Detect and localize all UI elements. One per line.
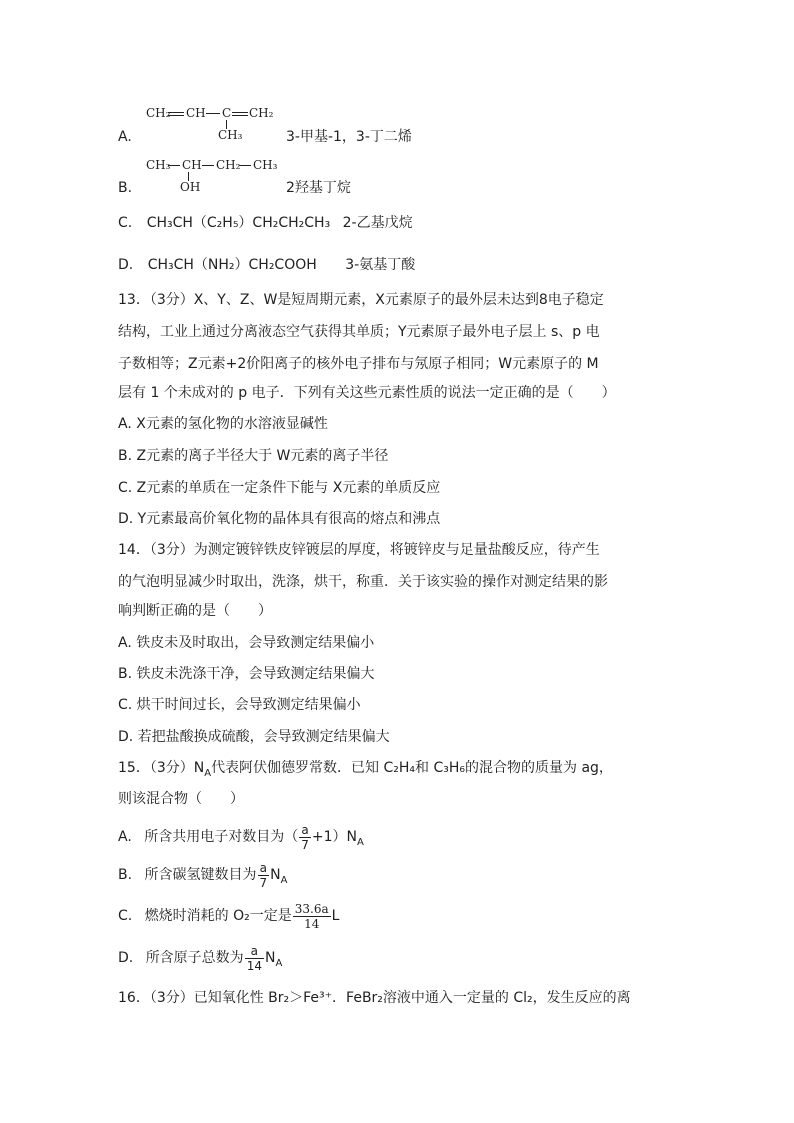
q14-line-3: 响判断正确的是（ ） bbox=[118, 603, 272, 619]
option-15d bbox=[118, 943, 282, 973]
option-12d bbox=[118, 256, 415, 274]
option-13a: A. X元素的氢化物的水溶液显碱性 bbox=[118, 416, 328, 432]
struct-a-bond1 bbox=[168, 112, 184, 116]
fraction-denominator: 14 bbox=[246, 958, 262, 973]
option-text-post: N bbox=[264, 950, 276, 966]
q15-text: 代表阿伏伽德罗常数．已知 C₂H₄和 C₃H₆的混合物的质量为 ag， bbox=[211, 760, 613, 776]
struct-a-sub: CH₃ bbox=[218, 128, 243, 142]
option-text: 燃烧时消耗的 O₂一定是 bbox=[144, 908, 292, 924]
struct-a-c2: CH bbox=[186, 106, 206, 120]
option-text: 所含碳氢键数目为 bbox=[144, 867, 257, 883]
fraction bbox=[258, 861, 270, 890]
option-label: A. bbox=[118, 129, 132, 145]
q15-line-1 bbox=[118, 759, 613, 777]
q14-line-2: 的气泡明显减少时取出，洗涤，烘干，称重．关于该实验的操作对测定结果的影 bbox=[118, 574, 608, 590]
struct-a-bond2 bbox=[206, 113, 220, 114]
formula: CH₃CH（C₂H₅）CH₂CH₂CH₃ bbox=[146, 215, 331, 231]
option-label: D. bbox=[118, 950, 134, 966]
fraction-denominator: 14 bbox=[304, 916, 320, 931]
formula: CH₃CH（NH₂）CH₂COOH bbox=[147, 257, 317, 273]
compound-name: 3-氨基丁酸 bbox=[345, 257, 416, 273]
structure-a bbox=[146, 106, 286, 142]
q13-line-3: 子数相等；Z元素+2价阳离子的核外电子排布与氖原子相同；W元素原子的 M bbox=[118, 356, 599, 372]
q13-line-4: 层有 1 个未成对的 p 电子．下列有关这些元素性质的说法一定正确的是（ ） bbox=[118, 385, 616, 401]
struct-b-bond3 bbox=[239, 165, 251, 166]
fraction bbox=[293, 902, 331, 931]
struct-b-c4: CH₃ bbox=[253, 158, 278, 172]
option-13c: C. Z元素的单质在一定条件下能与 X元素的单质反应 bbox=[118, 480, 441, 496]
structure-b bbox=[146, 158, 286, 194]
option-13b: B. Z元素的离子半径大于 W元素的离子半径 bbox=[118, 448, 389, 464]
struct-b-bond2 bbox=[202, 165, 214, 166]
option-13d: D. Y元素最高价氧化物的晶体具有很高的熔点和沸点 bbox=[118, 511, 441, 527]
struct-b-sub: OH bbox=[180, 180, 201, 194]
option-15a bbox=[118, 822, 364, 852]
option-12c bbox=[118, 214, 413, 232]
na-symbol: N bbox=[193, 760, 205, 776]
fraction bbox=[245, 944, 264, 973]
fraction-denominator: 7 bbox=[301, 837, 309, 852]
compound-name: 3-甲基-1，3-丁二烯 bbox=[286, 129, 412, 145]
struct-b-bond1 bbox=[168, 165, 180, 166]
option-label: C. bbox=[118, 908, 133, 924]
option-14c: C. 烘干时间过长，会导致测定结果偏小 bbox=[118, 697, 361, 713]
q14-line-1: 14．（3分）为测定镀锌铁皮锌镀层的厚度，将镀锌皮与足量盐酸反应，待产生 bbox=[118, 542, 600, 558]
fraction-numerator: a bbox=[245, 944, 264, 959]
option-14d: D. 若把盐酸换成硫酸，会导致测定结果偏大 bbox=[118, 729, 390, 745]
struct-b-c3: CH₂ bbox=[216, 158, 241, 172]
option-15c bbox=[118, 901, 339, 931]
option-text-post: +1）N bbox=[311, 829, 357, 845]
option-label: A. bbox=[118, 829, 132, 845]
fraction-numerator: a bbox=[299, 823, 311, 838]
q13-line-1: 13．（3分）X、Y、Z、W是短周期元素，X元素原子的最外层未达到8电子稳定 bbox=[118, 292, 604, 308]
option-label: B. bbox=[118, 180, 133, 196]
na-subscript: A bbox=[275, 957, 283, 969]
option-label: C. bbox=[118, 215, 133, 231]
fraction-numerator: 33.6a bbox=[294, 901, 329, 916]
q15-line-2: 则该混合物（ ） bbox=[118, 791, 244, 807]
struct-a-c4: CH₂ bbox=[249, 106, 274, 120]
option-text: 所含共用电子对数目为（ bbox=[144, 829, 299, 845]
q13-line-2: 结构，工业上通过分离液态空气获得其单质；Y元素原子最外电子层上 s、p 电 bbox=[118, 324, 600, 340]
struct-a-c3: C bbox=[222, 106, 232, 120]
option-text-post: L bbox=[331, 908, 340, 924]
q15-prefix: 15．（3分） bbox=[118, 760, 194, 776]
compound-name: 2-乙基戊烷 bbox=[342, 215, 413, 231]
option-label: B. bbox=[118, 867, 133, 883]
struct-a-c1: CH₂ bbox=[146, 106, 171, 120]
option-14b: B. 铁皮未洗涤干净，会导致测定结果偏大 bbox=[118, 666, 375, 682]
option-14a: A. 铁皮未及时取出，会导致测定结果偏小 bbox=[118, 635, 375, 651]
na-subscript: A bbox=[280, 874, 288, 886]
na-subscript: A bbox=[357, 836, 364, 848]
fraction-denominator: 7 bbox=[259, 875, 268, 890]
struct-b-c1: CH₃ bbox=[146, 158, 171, 172]
na-subscript: A bbox=[204, 767, 212, 779]
q16-line-1: 16．（3分）已知氧化性 Br₂＞Fe³⁺．FeBr₂溶液中通入一定量的 Cl₂，发生反应的离 bbox=[118, 990, 631, 1006]
option-15b bbox=[118, 860, 287, 890]
fraction bbox=[299, 823, 311, 852]
fraction-numerator: a bbox=[258, 861, 270, 876]
compound-name: 2羟基丁烷 bbox=[286, 180, 351, 196]
option-text: 所含原子总数为 bbox=[145, 950, 244, 966]
struct-b-c2: CH bbox=[182, 158, 202, 172]
struct-a-bond3 bbox=[232, 112, 248, 116]
option-text-post: N bbox=[270, 867, 281, 883]
option-label: D. bbox=[118, 257, 134, 273]
